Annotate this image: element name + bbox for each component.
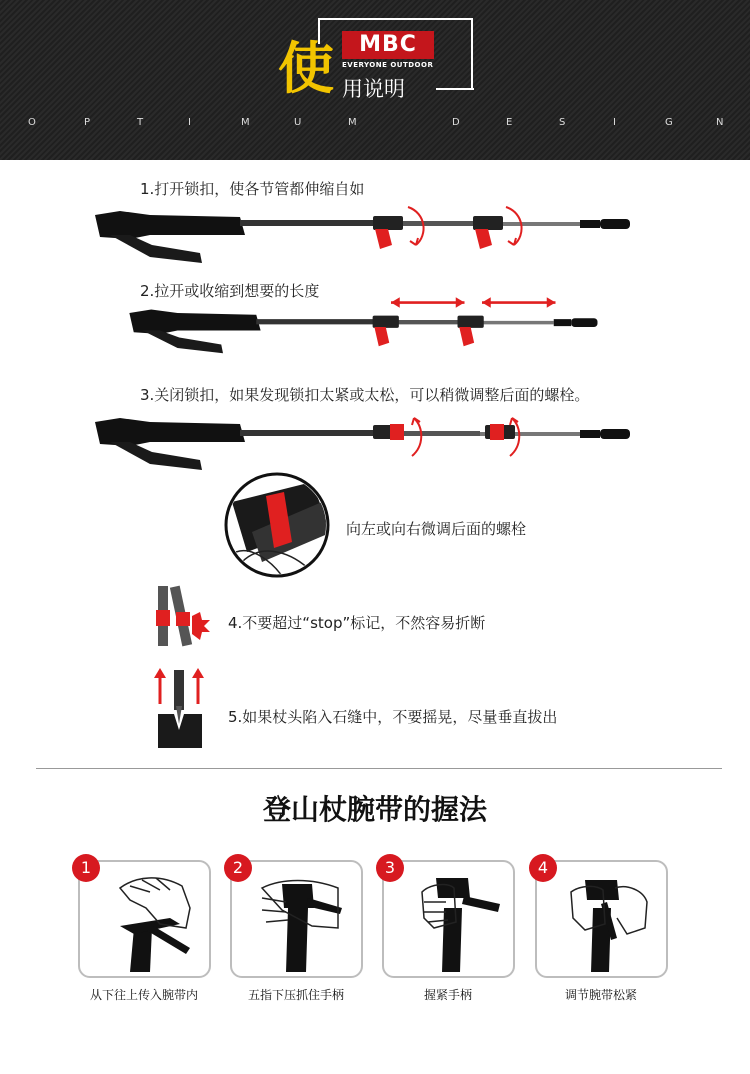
hand-strap-icon [90, 868, 200, 972]
page-title: 用说明 [342, 77, 405, 101]
grip-step-number: 2 [224, 854, 252, 882]
grip-step-caption: 握紧手柄 [423, 988, 472, 1002]
grip-step-card-2 [230, 860, 363, 978]
lock-closeup-icon [222, 472, 332, 578]
tagline-letter: U [294, 117, 302, 128]
grip-step-caption: 调节腕带松紧 [564, 988, 637, 1002]
grip-step-card-3 [382, 860, 515, 978]
tagline-letter: S [559, 117, 566, 128]
header-banner [0, 0, 750, 160]
grip-step-number: 4 [529, 854, 557, 882]
hand-adjust-icon [547, 868, 657, 972]
grip-step-card-4 [535, 860, 668, 978]
step-4-text: 4.不要超过“stop”标记，不然容易折断 [228, 614, 486, 632]
grip-step-caption: 五指下压抓住手柄 [247, 988, 344, 1002]
hand-fist-icon [394, 868, 504, 972]
grip-step-card-1 [78, 860, 211, 978]
tagline-letter: N [716, 117, 724, 128]
tagline-letter: D [452, 117, 460, 128]
grip-step-caption: 从下往上传入腕带内 [89, 988, 198, 1002]
tagline-letter: T [137, 117, 144, 128]
tagline-letter: I [613, 117, 616, 128]
tagline-letter: E [506, 117, 513, 128]
title-frame-edge [436, 88, 474, 90]
pole-illustration-open [90, 205, 650, 275]
pole-illustration-close [90, 410, 650, 480]
step-3-text: 3.关闭锁扣，如果发现锁扣太紧或太松，可以稍微调整后面的螺栓。 [140, 386, 590, 404]
tagline-letter: M [348, 117, 357, 128]
step-1-text: 1.打开锁扣，使各节管都伸缩自如 [140, 180, 365, 198]
stop-mark-icon [152, 584, 222, 648]
tagline-letter: M [241, 117, 250, 128]
grip-step-number: 3 [376, 854, 404, 882]
brand-logo: MBC [342, 31, 434, 59]
step-2-text: 2.拉开或收缩到想要的长度 [140, 282, 320, 300]
closeup-caption: 向左或向右微调后面的螺栓 [346, 520, 527, 538]
tagline-letter: O [28, 117, 36, 128]
tagline-letters [0, 117, 750, 131]
pole-illustration-adjust [90, 292, 650, 362]
grip-step-number: 1 [72, 854, 100, 882]
tagline-letter: G [665, 117, 673, 128]
title-big-char: 使 [278, 37, 334, 102]
tagline-letter: I [188, 117, 191, 128]
step-5-text: 5.如果杖头陷入石缝中，不要摇晃，尽量垂直拔出 [228, 708, 558, 726]
section-title: 登山杖腕带的握法 [262, 793, 487, 826]
section-divider [36, 768, 722, 769]
tagline-letter: P [84, 117, 91, 128]
brand-slogan: EVERYONE OUTDOOR [342, 61, 434, 69]
pull-out-icon [150, 664, 210, 750]
hand-grip-icon [242, 868, 352, 972]
